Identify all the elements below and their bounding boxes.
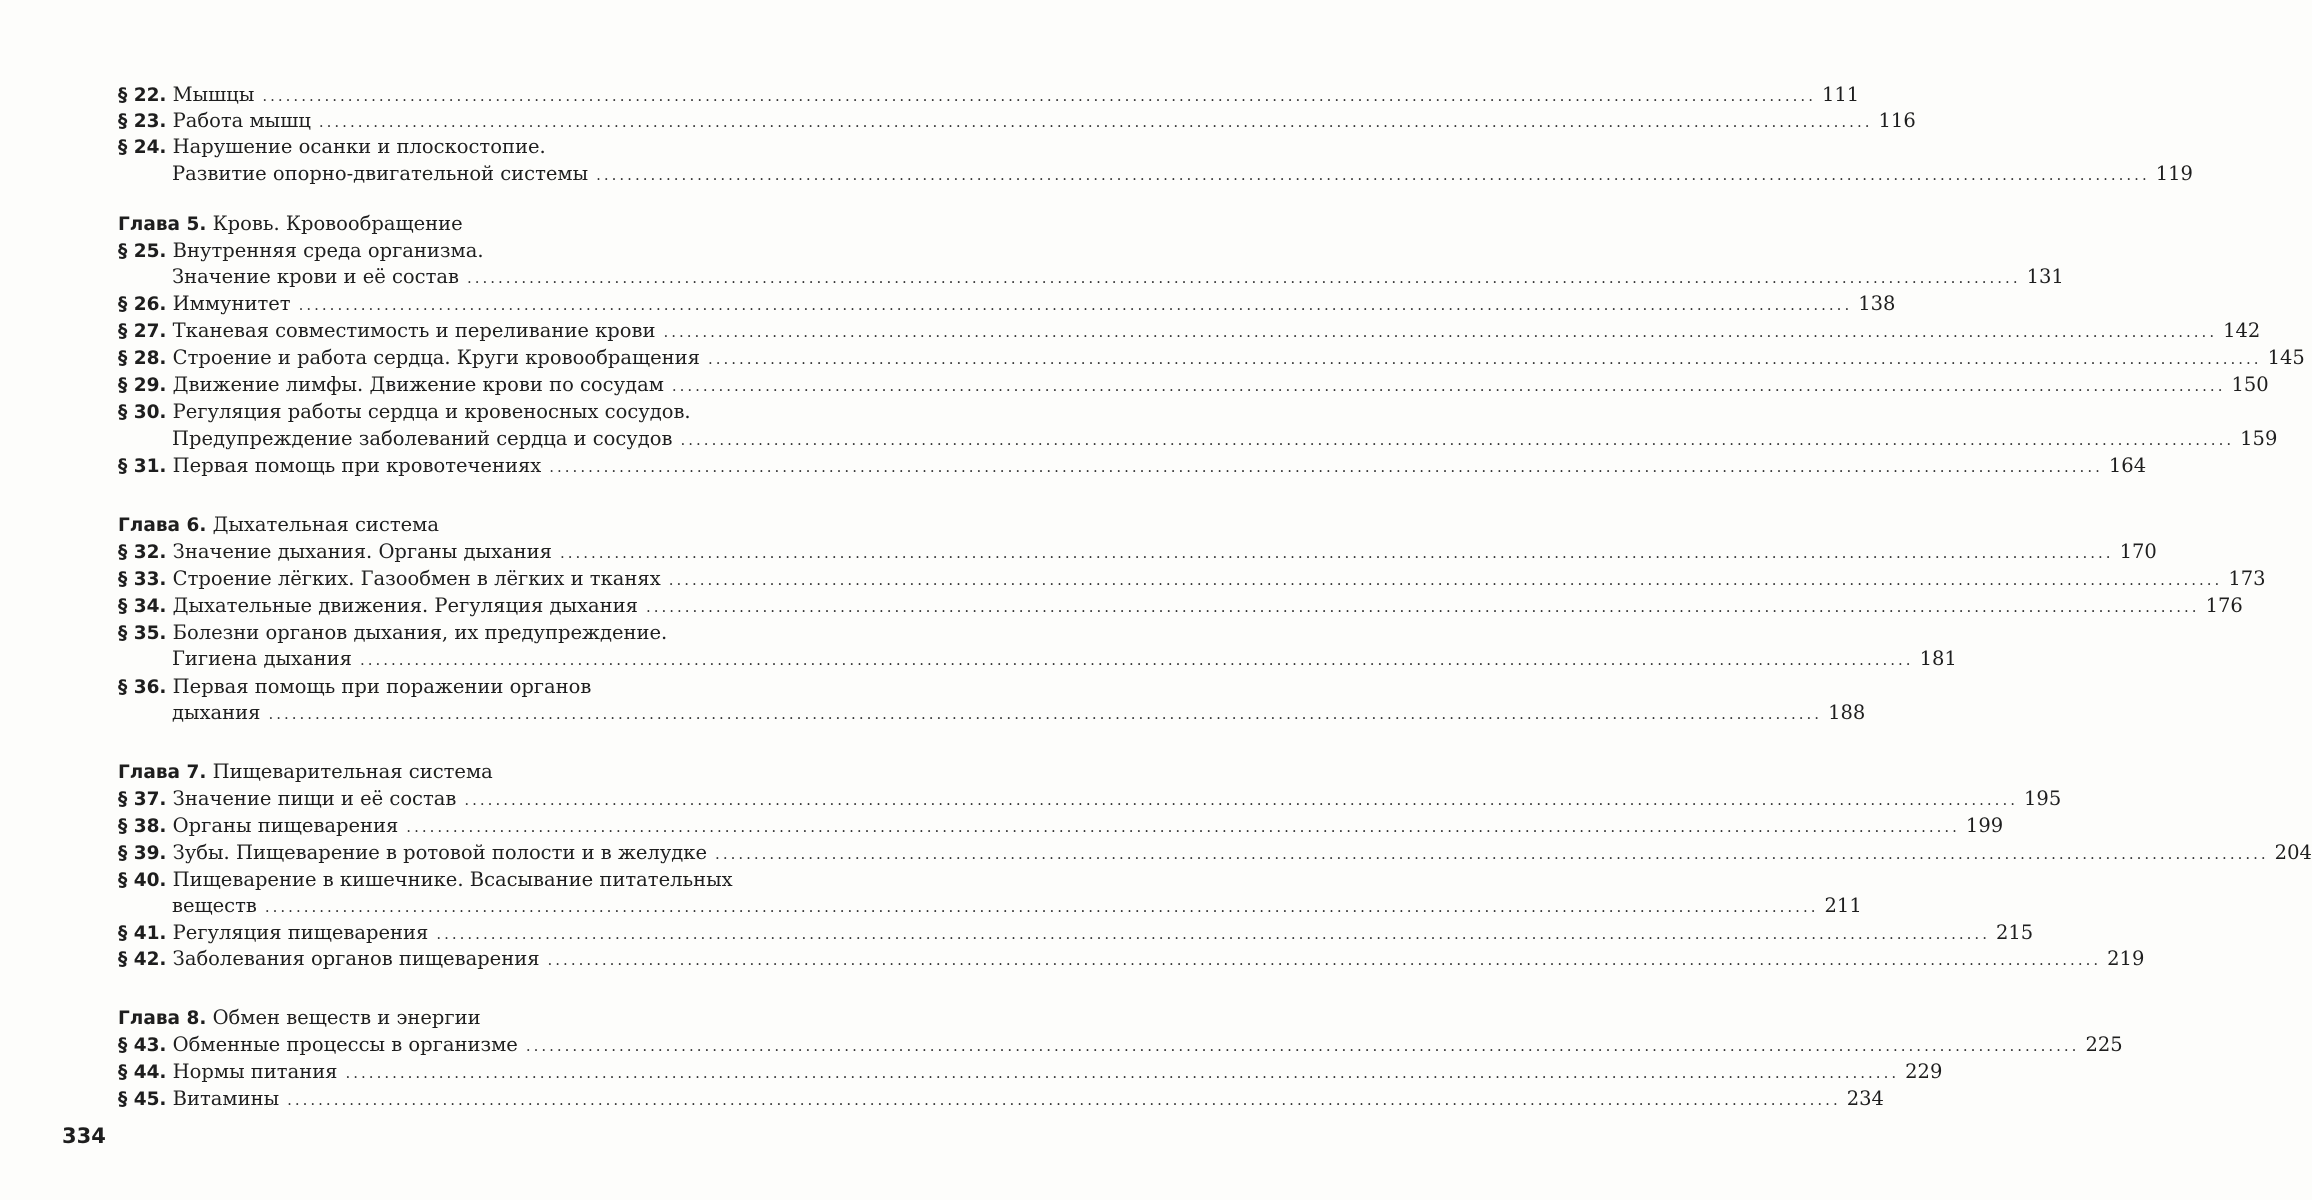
section-number: § 34.	[118, 596, 167, 617]
page-ref: 164	[2108, 454, 2147, 477]
page-ref: 211	[1824, 894, 1862, 917]
toc-entry-text	[118, 1032, 518, 1059]
toc-entry-text	[118, 82, 254, 109]
toc-entry[interactable]	[118, 620, 828, 646]
dot-leader: ........................................................................................................................................................................................................	[715, 845, 2269, 863]
section-title: Заболевания органов пищеварения	[172, 947, 540, 970]
section-number: § 26.	[118, 294, 167, 315]
dot-leader: ........................................................................................................................................................................................................	[262, 87, 1816, 105]
dot-leader: ........................................................................................................................................................................................................	[268, 705, 1823, 723]
page-ref: 142	[2223, 319, 2261, 342]
toc-entry[interactable]	[118, 372, 2269, 398]
section-title: Иммунитет	[172, 292, 291, 315]
dot-leader: ........................................................................................................................................................................................................	[406, 818, 1960, 836]
toc-entry-text	[118, 946, 540, 973]
toc-entry[interactable]	[118, 108, 1916, 134]
page-ref: 199	[1965, 814, 2004, 837]
dot-leader: ........................................................................................................................................................................................................	[345, 1064, 1900, 1082]
section-number: § 42.	[118, 949, 167, 970]
section-title: Значение пищи и её состав	[172, 787, 457, 810]
toc-entry[interactable]	[118, 840, 2312, 866]
toc-entry-text	[118, 621, 667, 644]
section-title: Болезни органов дыхания, их предупреждение.	[172, 621, 668, 644]
dot-leader: ........................................................................................................................................................................................................	[298, 296, 1853, 314]
toc-entry[interactable]	[118, 345, 2305, 371]
page-ref: 234	[1846, 1087, 1884, 1110]
page-ref: 119	[2155, 162, 2193, 185]
dot-leader: ........................................................................................................................................................................................................	[359, 651, 1914, 669]
section-number: § 38.	[118, 816, 167, 837]
toc-entry-text	[118, 813, 398, 840]
section-title: дыхания	[172, 701, 261, 724]
page-ref: 204	[2274, 841, 2312, 864]
section-number: § 36.	[118, 677, 167, 698]
dot-leader: ........................................................................................................................................................................................................	[466, 269, 2021, 287]
section-title: Внутренняя среда организма.	[172, 239, 484, 262]
toc-entry-continuation[interactable]	[172, 161, 2193, 187]
section-title: Предупреждение заболеваний сердца и сосудов	[172, 427, 673, 450]
section-number: § 24.	[118, 137, 167, 158]
dot-leader: ........................................................................................................................................................................................................	[663, 323, 2218, 341]
section-title: Движение лимфы. Движение крови по сосудам	[172, 373, 664, 396]
dot-leader: ........................................................................................................................................................................................................	[668, 571, 2223, 589]
chapter-heading[interactable]	[118, 211, 828, 237]
section-title: Гигиена дыхания	[172, 647, 352, 670]
toc-entry-text	[118, 239, 484, 262]
section-number: § 44.	[118, 1062, 167, 1083]
toc-entry-text	[172, 161, 588, 187]
toc-entry[interactable]	[118, 1059, 1943, 1085]
toc-entry-continuation[interactable]	[172, 646, 1957, 672]
toc-entry-text	[118, 108, 311, 135]
toc-entry[interactable]	[118, 82, 1860, 108]
chapter-label: Глава 5.	[118, 214, 207, 235]
page-ref: 215	[1995, 921, 2034, 944]
toc-entry[interactable]	[118, 134, 828, 160]
section-number: § 40.	[118, 870, 167, 891]
page-ref: 176	[2205, 594, 2243, 617]
toc-entry[interactable]	[118, 539, 2157, 565]
page-ref: 159	[2240, 427, 2278, 450]
section-number: § 31.	[118, 456, 167, 477]
section-title: Обменные процессы в организме	[172, 1033, 518, 1056]
page-ref: 181	[1919, 647, 1957, 670]
section-title: Работа мышц	[172, 109, 311, 132]
chapter-heading[interactable]	[118, 512, 828, 538]
toc-entry-text	[118, 291, 291, 318]
page-ref: 138	[1858, 292, 1896, 315]
toc-entry-text	[118, 840, 707, 867]
toc-entry-text	[118, 1059, 338, 1086]
page-ref: 173	[2228, 567, 2266, 590]
chapter-title: Пищеварительная система	[212, 760, 493, 783]
section-number: § 30.	[118, 402, 167, 423]
toc-entry-text	[118, 135, 546, 158]
section-number: § 23.	[118, 111, 167, 132]
page-ref: 188	[1828, 701, 1866, 724]
dot-leader: ........................................................................................................................................................................................................	[596, 166, 2150, 184]
section-number: § 35.	[118, 623, 167, 644]
dot-leader: ........................................................................................................................................................................................................	[287, 1091, 1841, 1109]
dot-leader: ........................................................................................................................................................................................................	[680, 431, 2235, 449]
chapter-label: Глава 6.	[118, 515, 207, 536]
toc-entry[interactable]	[118, 786, 2062, 812]
section-number: § 43.	[118, 1035, 167, 1056]
toc-entry[interactable]	[118, 399, 828, 425]
toc-entry-text	[118, 675, 591, 698]
section-title: Мышцы	[172, 83, 255, 106]
section-title: Зубы. Пищеварение в ротовой полости и в желудке	[172, 841, 708, 864]
section-title: Строение лёгких. Газообмен в лёгких и тканях	[172, 567, 661, 590]
dot-leader: ........................................................................................................................................................................................................	[671, 377, 2226, 395]
page-ref: 150	[2231, 373, 2269, 396]
section-number: § 32.	[118, 542, 167, 563]
page-number: 334	[62, 1124, 106, 1148]
section-number: § 39.	[118, 843, 167, 864]
page-ref: 111	[1821, 83, 1860, 106]
page-ref: 131	[2026, 265, 2064, 288]
toc-entry-text	[118, 920, 428, 947]
toc-entry-text	[118, 453, 541, 480]
toc-entry-continuation[interactable]	[172, 893, 1862, 919]
chapter-title: Дыхательная система	[212, 513, 439, 536]
toc-entry[interactable]	[118, 920, 2034, 946]
dot-leader: ........................................................................................................................................................................................................	[264, 898, 1819, 916]
chapter-title: Обмен веществ и энергии	[212, 1006, 481, 1029]
dot-leader: ........................................................................................................................................................................................................	[464, 791, 2018, 809]
toc-entry-text	[118, 593, 638, 620]
section-number: § 33.	[118, 569, 167, 590]
section-number: § 25.	[118, 241, 167, 262]
page-ref: 225	[2085, 1033, 2123, 1056]
toc-entry-text	[172, 893, 257, 919]
dot-leader: ........................................................................................................................................................................................................	[318, 113, 1873, 131]
dot-leader: ........................................................................................................................................................................................................	[559, 544, 2114, 562]
toc-entry[interactable]	[118, 453, 2147, 479]
dot-leader: ........................................................................................................................................................................................................	[707, 350, 2262, 368]
toc-entry-text	[118, 372, 664, 399]
toc-entry-text	[118, 318, 655, 345]
dot-leader: ........................................................................................................................................................................................................	[436, 925, 1990, 943]
dot-leader: ........................................................................................................................................................................................................	[645, 598, 2200, 616]
section-title: Регуляция пищеварения	[172, 921, 429, 944]
section-title: Органы пищеварения	[172, 814, 399, 837]
chapter-heading[interactable]	[118, 1005, 828, 1031]
toc-entry[interactable]	[118, 566, 2266, 592]
section-number: § 27.	[118, 321, 167, 342]
chapter-label: Глава 7.	[118, 762, 207, 783]
dot-leader: ........................................................................................................................................................................................................	[525, 1037, 2080, 1055]
section-title: Нарушение осанки и плоскостопие.	[172, 135, 546, 158]
section-number: § 22.	[118, 85, 167, 106]
section-title: Дыхательные движения. Регуляция дыхания	[172, 594, 638, 617]
toc-entry-text	[172, 646, 352, 672]
page-ref: 145	[2267, 346, 2305, 369]
toc-entry-continuation[interactable]	[172, 264, 2064, 290]
toc-entry[interactable]	[118, 946, 2145, 972]
dot-leader: ........................................................................................................................................................................................................	[547, 951, 2102, 969]
section-title: Первая помощь при кровотечениях	[172, 454, 542, 477]
toc-entry-text	[172, 264, 459, 290]
toc-entry[interactable]	[118, 867, 828, 893]
toc-entry[interactable]	[118, 593, 2243, 619]
toc-entry-text	[118, 345, 700, 372]
toc-entry[interactable]	[118, 318, 2261, 344]
page-ref: 229	[1905, 1060, 1943, 1083]
page-ref: 195	[2024, 787, 2062, 810]
section-title: Регуляция работы сердца и кровеносных сосудов.	[172, 400, 691, 423]
page-ref: 116	[1878, 109, 1916, 132]
toc-entry[interactable]	[118, 291, 1896, 317]
section-title: Витамины	[172, 1087, 280, 1110]
toc-entry[interactable]	[118, 238, 828, 264]
toc-entry[interactable]	[118, 1086, 1884, 1112]
section-title: Строение и работа сердца. Круги кровообращения	[172, 346, 700, 369]
toc-entry-text	[118, 786, 456, 813]
toc-entry[interactable]	[118, 1032, 2123, 1058]
section-title: Первая помощь при поражении органов	[172, 675, 592, 698]
chapter-heading[interactable]	[118, 759, 828, 785]
toc-entry-text	[172, 426, 673, 452]
section-title: веществ	[172, 894, 257, 917]
section-number: § 41.	[118, 923, 167, 944]
section-title: Нормы питания	[172, 1060, 338, 1083]
section-title: Пищеварение в кишечнике. Всасывание питательных	[172, 868, 733, 891]
section-number: § 29.	[118, 375, 167, 396]
page-ref: 219	[2107, 947, 2145, 970]
section-title: Значение дыхания. Органы дыхания	[172, 540, 552, 563]
chapter-label: Глава 8.	[118, 1008, 207, 1029]
dot-leader: ........................................................................................................................................................................................................	[549, 458, 2103, 476]
toc-entry-continuation[interactable]	[172, 700, 1866, 726]
section-title: Значение крови и её состав	[172, 265, 459, 288]
toc-entry-continuation[interactable]	[172, 426, 2278, 452]
section-number: § 28.	[118, 348, 167, 369]
toc-entry-text	[118, 400, 691, 423]
toc-entry[interactable]	[118, 674, 828, 700]
toc-entry-text	[118, 539, 552, 566]
toc-entry-text	[172, 700, 260, 726]
toc-entry-text	[118, 868, 733, 891]
section-number: § 37.	[118, 789, 167, 810]
toc-entry[interactable]	[118, 813, 2004, 839]
section-title: Развитие опорно-двигательной системы	[172, 162, 589, 185]
page-ref: 170	[2119, 540, 2157, 563]
toc-entry-text	[118, 566, 661, 593]
chapter-title: Кровь. Кровообращение	[212, 212, 463, 235]
section-title: Тканевая совместимость и переливание крови	[172, 319, 656, 342]
toc-entry-text	[118, 1086, 279, 1113]
section-number: § 45.	[118, 1089, 167, 1110]
